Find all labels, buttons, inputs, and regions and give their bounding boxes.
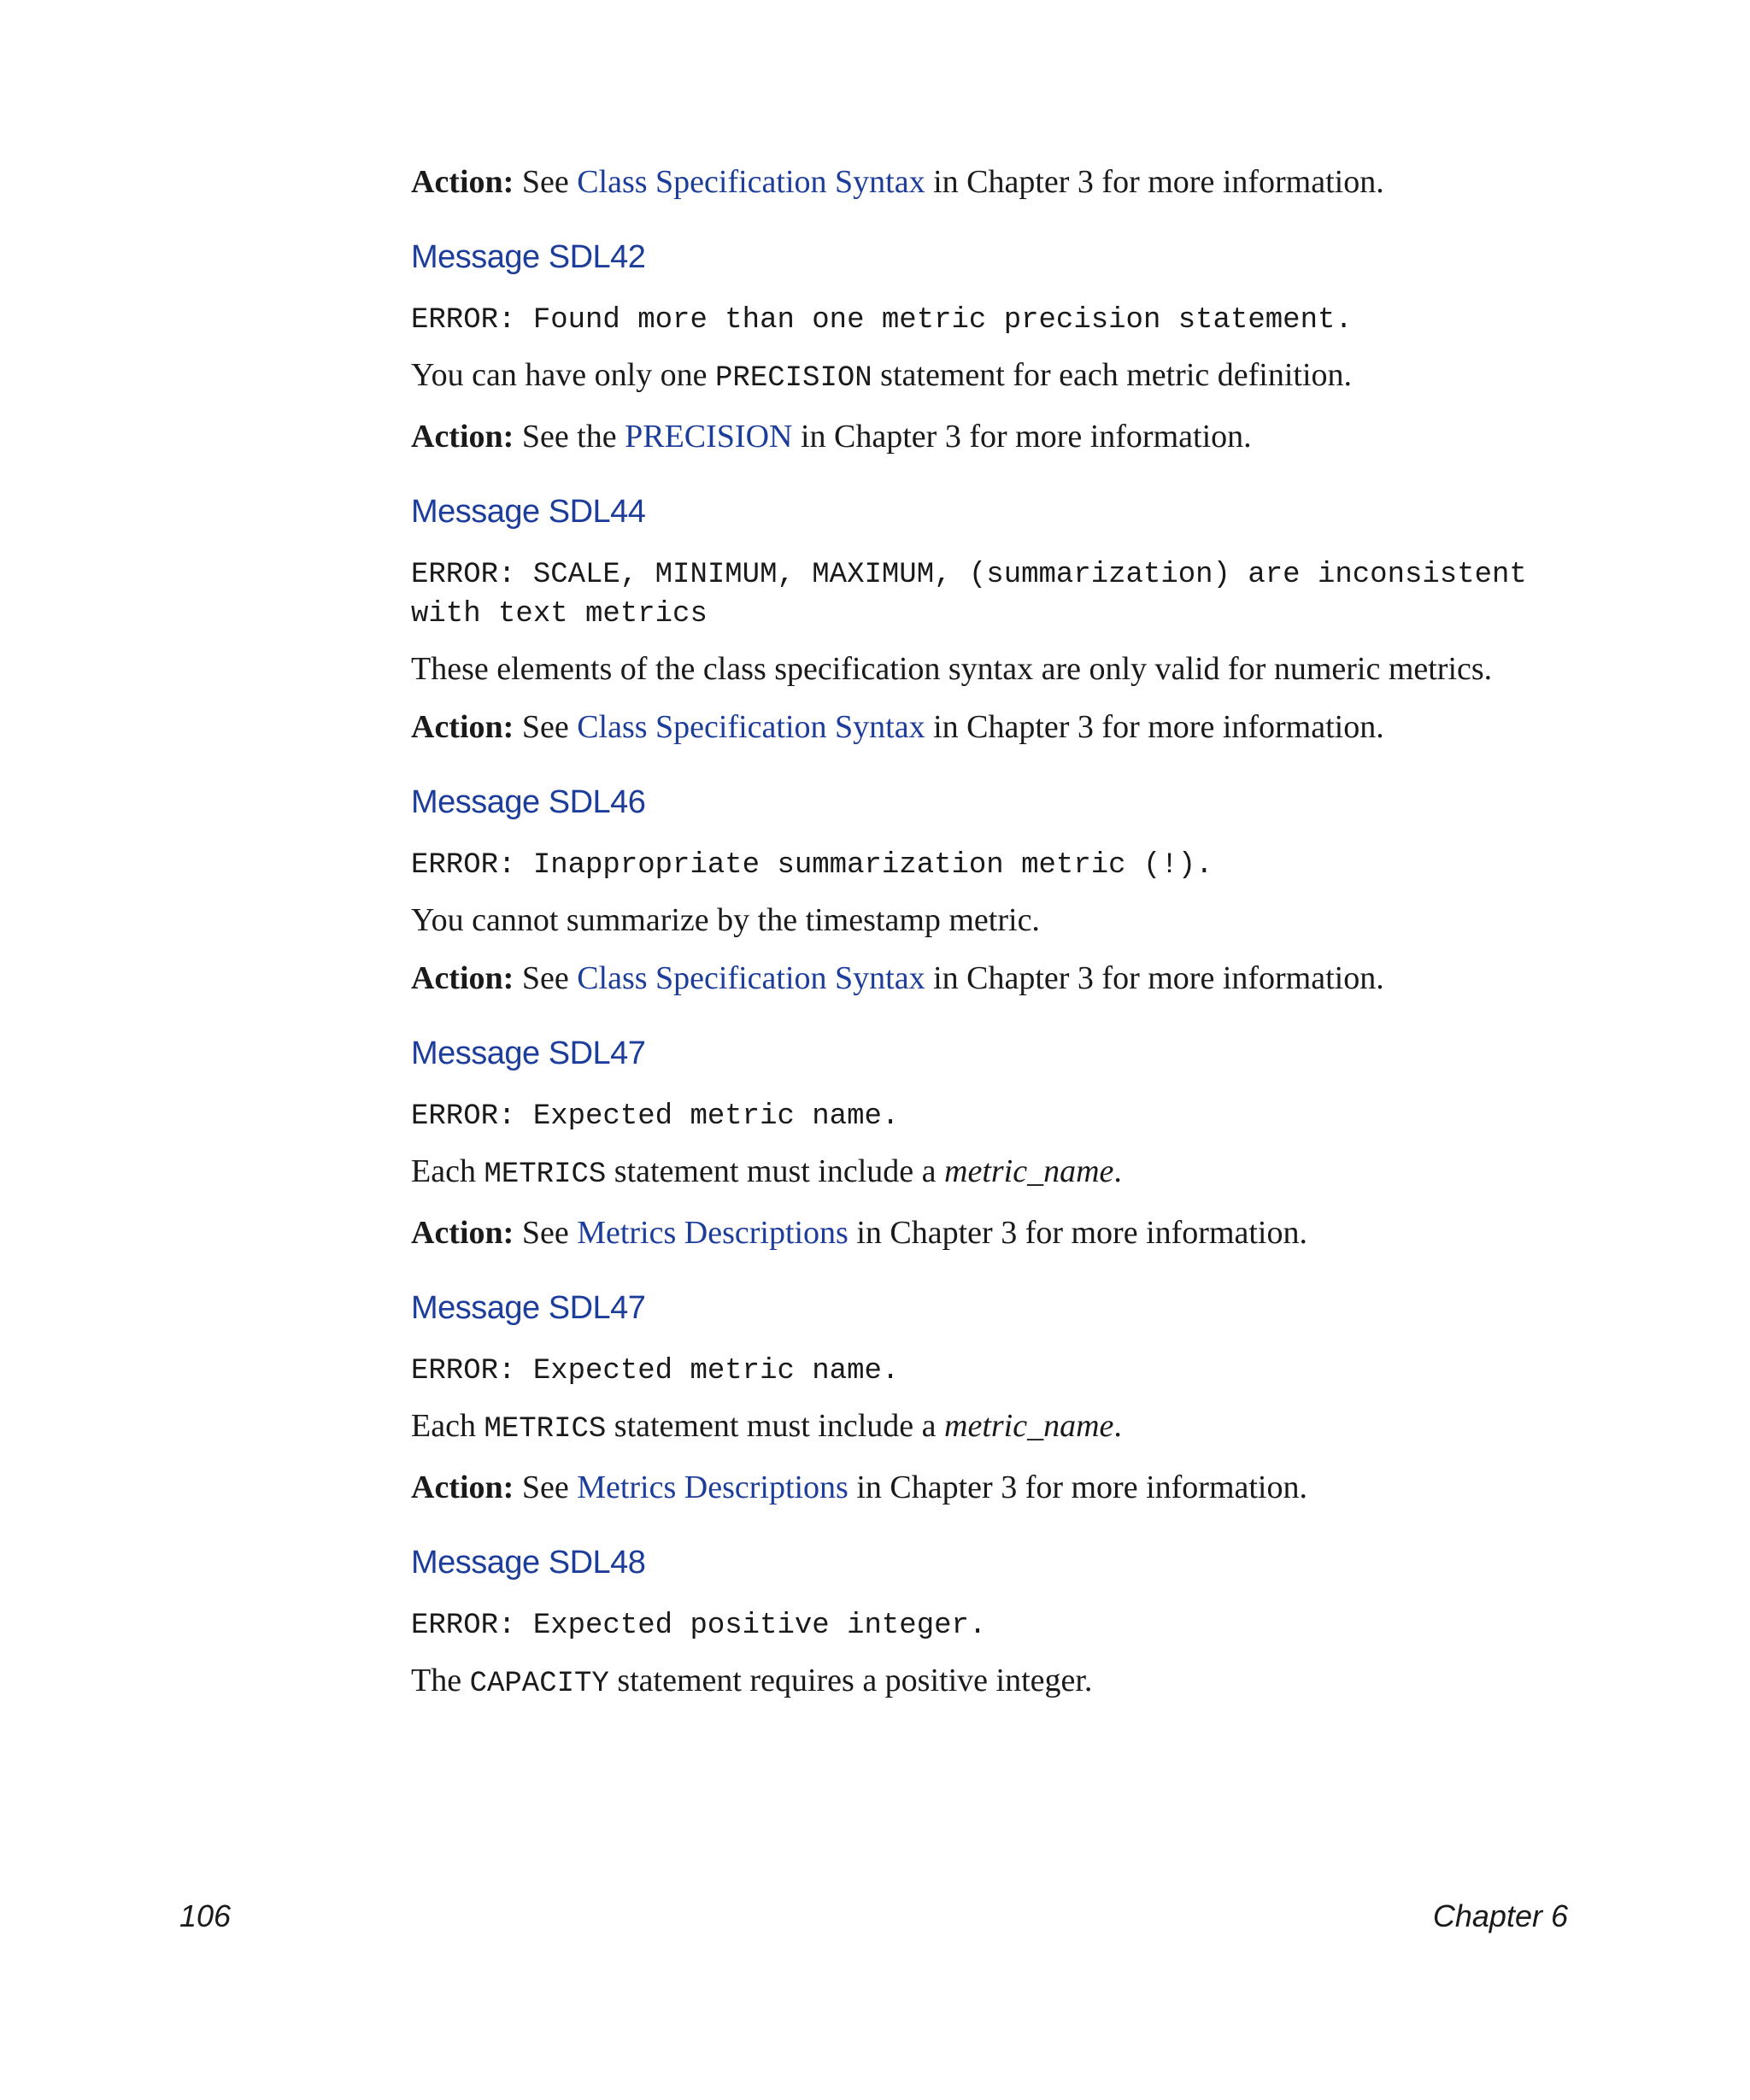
code-term: METRICS bbox=[484, 1413, 607, 1446]
action-text: in Chapter 3 for more information. bbox=[925, 960, 1384, 996]
desc-text: . bbox=[1113, 1408, 1122, 1444]
code-term: PRECISION bbox=[715, 362, 872, 395]
action-label: Action: bbox=[411, 709, 514, 745]
message-heading-sdl47: Message SDL47 bbox=[411, 1290, 646, 1326]
message-description bbox=[411, 900, 1573, 940]
action-paragraph bbox=[411, 417, 1573, 456]
error-message: ERROR: Inappropriate summarization metric (!). bbox=[411, 849, 1213, 882]
action-text: in Chapter 3 for more information. bbox=[848, 1469, 1307, 1505]
page-content bbox=[411, 162, 1573, 1722]
code-term: CAPACITY bbox=[469, 1668, 609, 1700]
action-text: See the bbox=[514, 419, 625, 455]
action-label: Action: bbox=[411, 419, 514, 455]
error-message: ERROR: Expected positive integer. bbox=[411, 1610, 987, 1642]
message-heading-sdl44: Message SDL44 bbox=[411, 494, 646, 530]
action-text: See bbox=[514, 709, 578, 745]
action-text: See bbox=[514, 1215, 578, 1251]
action-paragraph bbox=[411, 1468, 1573, 1507]
error-message: ERROR: SCALE, MINIMUM, MAXIMUM, (summarization) are inconsistent with text metrics bbox=[411, 559, 1527, 631]
action-paragraph bbox=[411, 707, 1573, 747]
action-label: Action: bbox=[411, 1469, 514, 1505]
message-heading-sdl42: Message SDL42 bbox=[411, 239, 646, 275]
action-text: in Chapter 3 for more information. bbox=[848, 1215, 1307, 1251]
message-heading-sdl47: Message SDL47 bbox=[411, 1035, 646, 1071]
page-number: 106 bbox=[179, 1898, 232, 1933]
desc-text: . bbox=[1113, 1153, 1122, 1189]
desc-text: statement must include a bbox=[606, 1153, 945, 1189]
code-term: METRICS bbox=[484, 1159, 607, 1191]
error-message: ERROR: Expected metric name. bbox=[411, 1355, 900, 1387]
metrics-descriptions-link[interactable]: Metrics Descriptions bbox=[577, 1215, 849, 1251]
emphasis-term: metric_name bbox=[944, 1153, 1114, 1189]
desc-text: statement requires a positive integer. bbox=[608, 1663, 1093, 1698]
message-description bbox=[411, 1661, 1573, 1704]
message-heading-sdl46: Message SDL46 bbox=[411, 784, 646, 820]
desc-text: You cannot summarize by the timestamp metric. bbox=[411, 902, 1040, 938]
action-paragraph bbox=[411, 162, 1573, 202]
action-text: See bbox=[514, 960, 578, 996]
action-label: Action: bbox=[411, 164, 514, 200]
error-message: ERROR: Found more than one metric precision statement. bbox=[411, 304, 1353, 337]
error-message: ERROR: Expected metric name. bbox=[411, 1100, 900, 1133]
message-description bbox=[411, 355, 1573, 398]
precision-link[interactable]: PRECISION bbox=[625, 419, 793, 455]
class-specification-syntax-link[interactable]: Class Specification Syntax bbox=[577, 960, 925, 996]
metrics-descriptions-link[interactable]: Metrics Descriptions bbox=[577, 1469, 849, 1505]
desc-text: The bbox=[411, 1663, 470, 1698]
action-text: in Chapter 3 for more information. bbox=[792, 419, 1252, 455]
action-label: Action: bbox=[411, 1215, 514, 1251]
desc-text: statement must include a bbox=[606, 1408, 945, 1444]
message-description bbox=[411, 1152, 1573, 1194]
action-text: in Chapter 3 for more information. bbox=[925, 164, 1384, 200]
class-specification-syntax-link[interactable]: Class Specification Syntax bbox=[577, 709, 925, 745]
desc-text: Each bbox=[411, 1153, 484, 1189]
emphasis-term: metric_name bbox=[944, 1408, 1114, 1444]
message-heading-sdl48: Message SDL48 bbox=[411, 1545, 646, 1581]
desc-text: You can have only one bbox=[411, 357, 716, 393]
desc-text: These elements of the class specification syntax are only valid for numeric metrics. bbox=[411, 651, 1493, 687]
message-description bbox=[411, 649, 1573, 689]
action-text: See bbox=[514, 1469, 578, 1505]
action-text: See bbox=[514, 164, 578, 200]
action-text: in Chapter 3 for more information. bbox=[925, 709, 1384, 745]
action-label: Action: bbox=[411, 960, 514, 996]
message-description bbox=[411, 1406, 1573, 1449]
action-paragraph bbox=[411, 1213, 1573, 1252]
class-specification-syntax-link[interactable]: Class Specification Syntax bbox=[577, 164, 925, 200]
desc-text: Each bbox=[411, 1408, 484, 1444]
chapter-label: Chapter 6 bbox=[1432, 1898, 1568, 1933]
action-paragraph bbox=[411, 959, 1573, 998]
desc-text: statement for each metric definition. bbox=[872, 357, 1353, 393]
